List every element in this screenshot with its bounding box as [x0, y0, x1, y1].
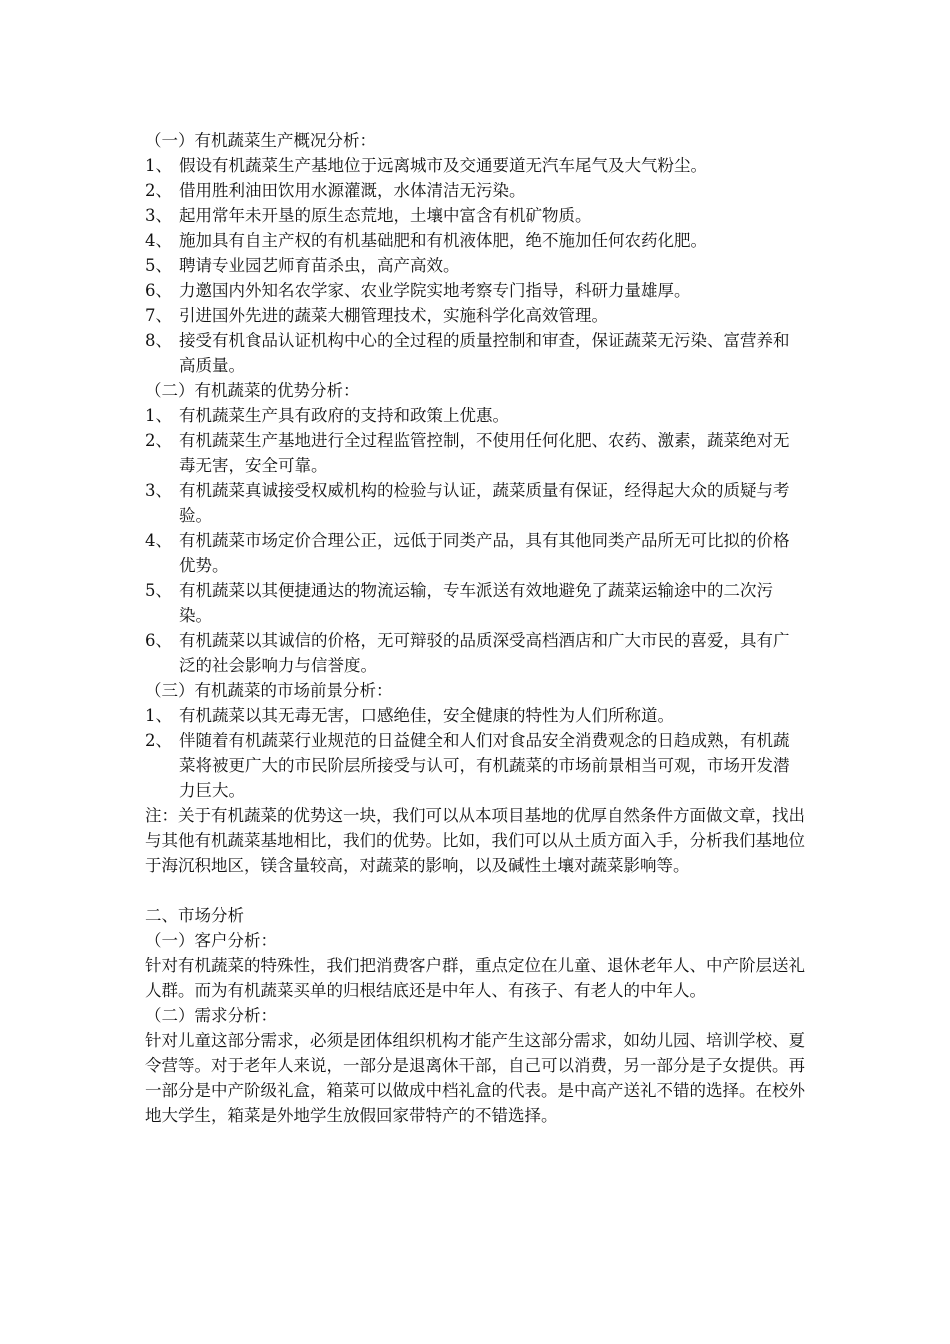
list-item-text: 施加具有自主产权的有机基础肥和有机液体肥，绝不施加任何农药化肥。 — [179, 231, 707, 250]
list-item-number: 1、 — [145, 156, 172, 175]
production-item — [145, 303, 805, 328]
list-item-number: 6、 — [145, 281, 172, 300]
list-item-text: 起用常年未开垦的原生态荒地，土壤中富含有机矿物质。 — [179, 206, 592, 225]
production-item — [145, 153, 805, 178]
section-heading-production: （一）有机蔬菜生产概况分析： — [145, 131, 376, 150]
section-heading-advantages: （二）有机蔬菜的优势分析： — [145, 381, 360, 400]
advantage-item — [145, 428, 805, 478]
demand-analysis-heading: （二）需求分析： — [145, 1006, 277, 1025]
list-item-number: 5、 — [145, 256, 172, 275]
production-item — [145, 203, 805, 228]
production-item — [145, 228, 805, 253]
list-item-number: 2、 — [145, 431, 172, 450]
production-list — [145, 153, 805, 378]
list-item-text: 有机蔬菜真诚接受权威机构的检验与认证，蔬菜质量有保证，经得起大众的质疑与考验。 — [179, 481, 790, 525]
list-item-text: 有机蔬菜以其无毒无害，口感绝佳，安全健康的特性为人们所称道。 — [179, 706, 674, 725]
advantage-item — [145, 403, 805, 428]
advantage-item — [145, 578, 805, 628]
list-item-text: 伴随着有机蔬菜行业规范的日益健全和人们对食品安全消费观念的日趋成熟，有机蔬菜将被更广大的市民阶层所接受与认可，有机蔬菜的市场前景相当可观，市场开发潜力巨大。 — [179, 731, 790, 800]
list-item-number: 5、 — [145, 581, 172, 600]
demand-analysis-text: 针对儿童这部分需求，必须是团体组织机构才能产生这部分需求，如幼儿园、培训学校、夏令营等。对于老年人来说，一部分是退离休干部，自己可以消费，另一部分是子女提供。再一部分是中产阶级礼盒，箱菜可以做成中档礼盒的代表。是中高产送礼不错的选择。在校外地大学生，箱菜是外地学生放假回家带特产的不错选择。 — [145, 1031, 805, 1125]
list-item-text: 接受有机食品认证机构中心的全过程的质量控制和审查，保证蔬菜无污染、富营养和高质量。 — [179, 331, 790, 375]
market-analysis-heading: 二、市场分析 — [145, 906, 244, 925]
production-item — [145, 253, 805, 278]
list-item-number: 4、 — [145, 531, 172, 550]
advantage-item — [145, 478, 805, 528]
list-item-number: 6、 — [145, 631, 172, 650]
list-item-text: 有机蔬菜生产具有政府的支持和政策上优惠。 — [179, 406, 509, 425]
list-item-number: 7、 — [145, 306, 172, 325]
prospect-item — [145, 728, 805, 803]
list-item-number: 2、 — [145, 181, 172, 200]
document-body — [145, 128, 805, 1128]
list-item-number: 1、 — [145, 406, 172, 425]
customer-analysis-heading: （一）客户分析： — [145, 931, 277, 950]
list-item-number: 3、 — [145, 481, 172, 500]
production-item — [145, 328, 805, 378]
list-item-number: 4、 — [145, 231, 172, 250]
list-item-text: 借用胜利油田饮用水源灌溉，水体清洁无污染。 — [179, 181, 526, 200]
list-item-number: 2、 — [145, 731, 172, 750]
prospect-item — [145, 703, 805, 728]
list-item-text: 有机蔬菜市场定价合理公正，远低于同类产品，具有其他同类产品所无可比拟的价格优势。 — [179, 531, 790, 575]
prospects-list — [145, 703, 805, 803]
list-item-text: 引进国外先进的蔬菜大棚管理技术，实施科学化高效管理。 — [179, 306, 608, 325]
production-item — [145, 278, 805, 303]
list-item-text: 假设有机蔬菜生产基地位于远离城市及交通要道无汽车尾气及大气粉尘。 — [179, 156, 707, 175]
list-item-number: 3、 — [145, 206, 172, 225]
list-item-number: 1、 — [145, 706, 172, 725]
customer-analysis-text: 针对有机蔬菜的特殊性，我们把消费客户群，重点定位在儿童、退休老年人、中产阶层送礼人群。而为有机蔬菜买单的归根结底还是中年人、有孩子、有老人的中年人。 — [145, 956, 805, 1000]
advantage-item — [145, 528, 805, 578]
list-item-text: 有机蔬菜生产基地进行全过程监管控制，不使用任何化肥、农药、激素，蔬菜绝对无毒无害，安全可靠。 — [179, 431, 790, 475]
note-paragraph: 注：关于有机蔬菜的优势这一块，我们可以从本项目基地的优厚自然条件方面做文章，找出与其他有机蔬菜基地相比，我们的优势。比如，我们可以从土质方面入手，分析我们基地位于海沉积地区，镁含量较高，对蔬菜的影响，以及碱性土壤对蔬菜影响等。 — [145, 806, 805, 875]
list-item-text: 力邀国内外知名农学家、农业学院实地考察专门指导，科研力量雄厚。 — [179, 281, 691, 300]
list-item-text: 有机蔬菜以其诚信的价格，无可辩驳的品质深受高档酒店和广大市民的喜爱，具有广泛的社会影响力与信誉度。 — [179, 631, 790, 675]
list-item-text: 有机蔬菜以其便捷通达的物流运输，专车派送有效地避免了蔬菜运输途中的二次污染。 — [179, 581, 773, 625]
section-heading-prospects: （三）有机蔬菜的市场前景分析： — [145, 681, 393, 700]
list-item-number: 8、 — [145, 331, 172, 350]
advantage-item — [145, 628, 805, 678]
list-item-text: 聘请专业园艺师育苗杀虫，高产高效。 — [179, 256, 460, 275]
advantages-list — [145, 403, 805, 678]
production-item — [145, 178, 805, 203]
paragraph-gap — [145, 878, 805, 903]
